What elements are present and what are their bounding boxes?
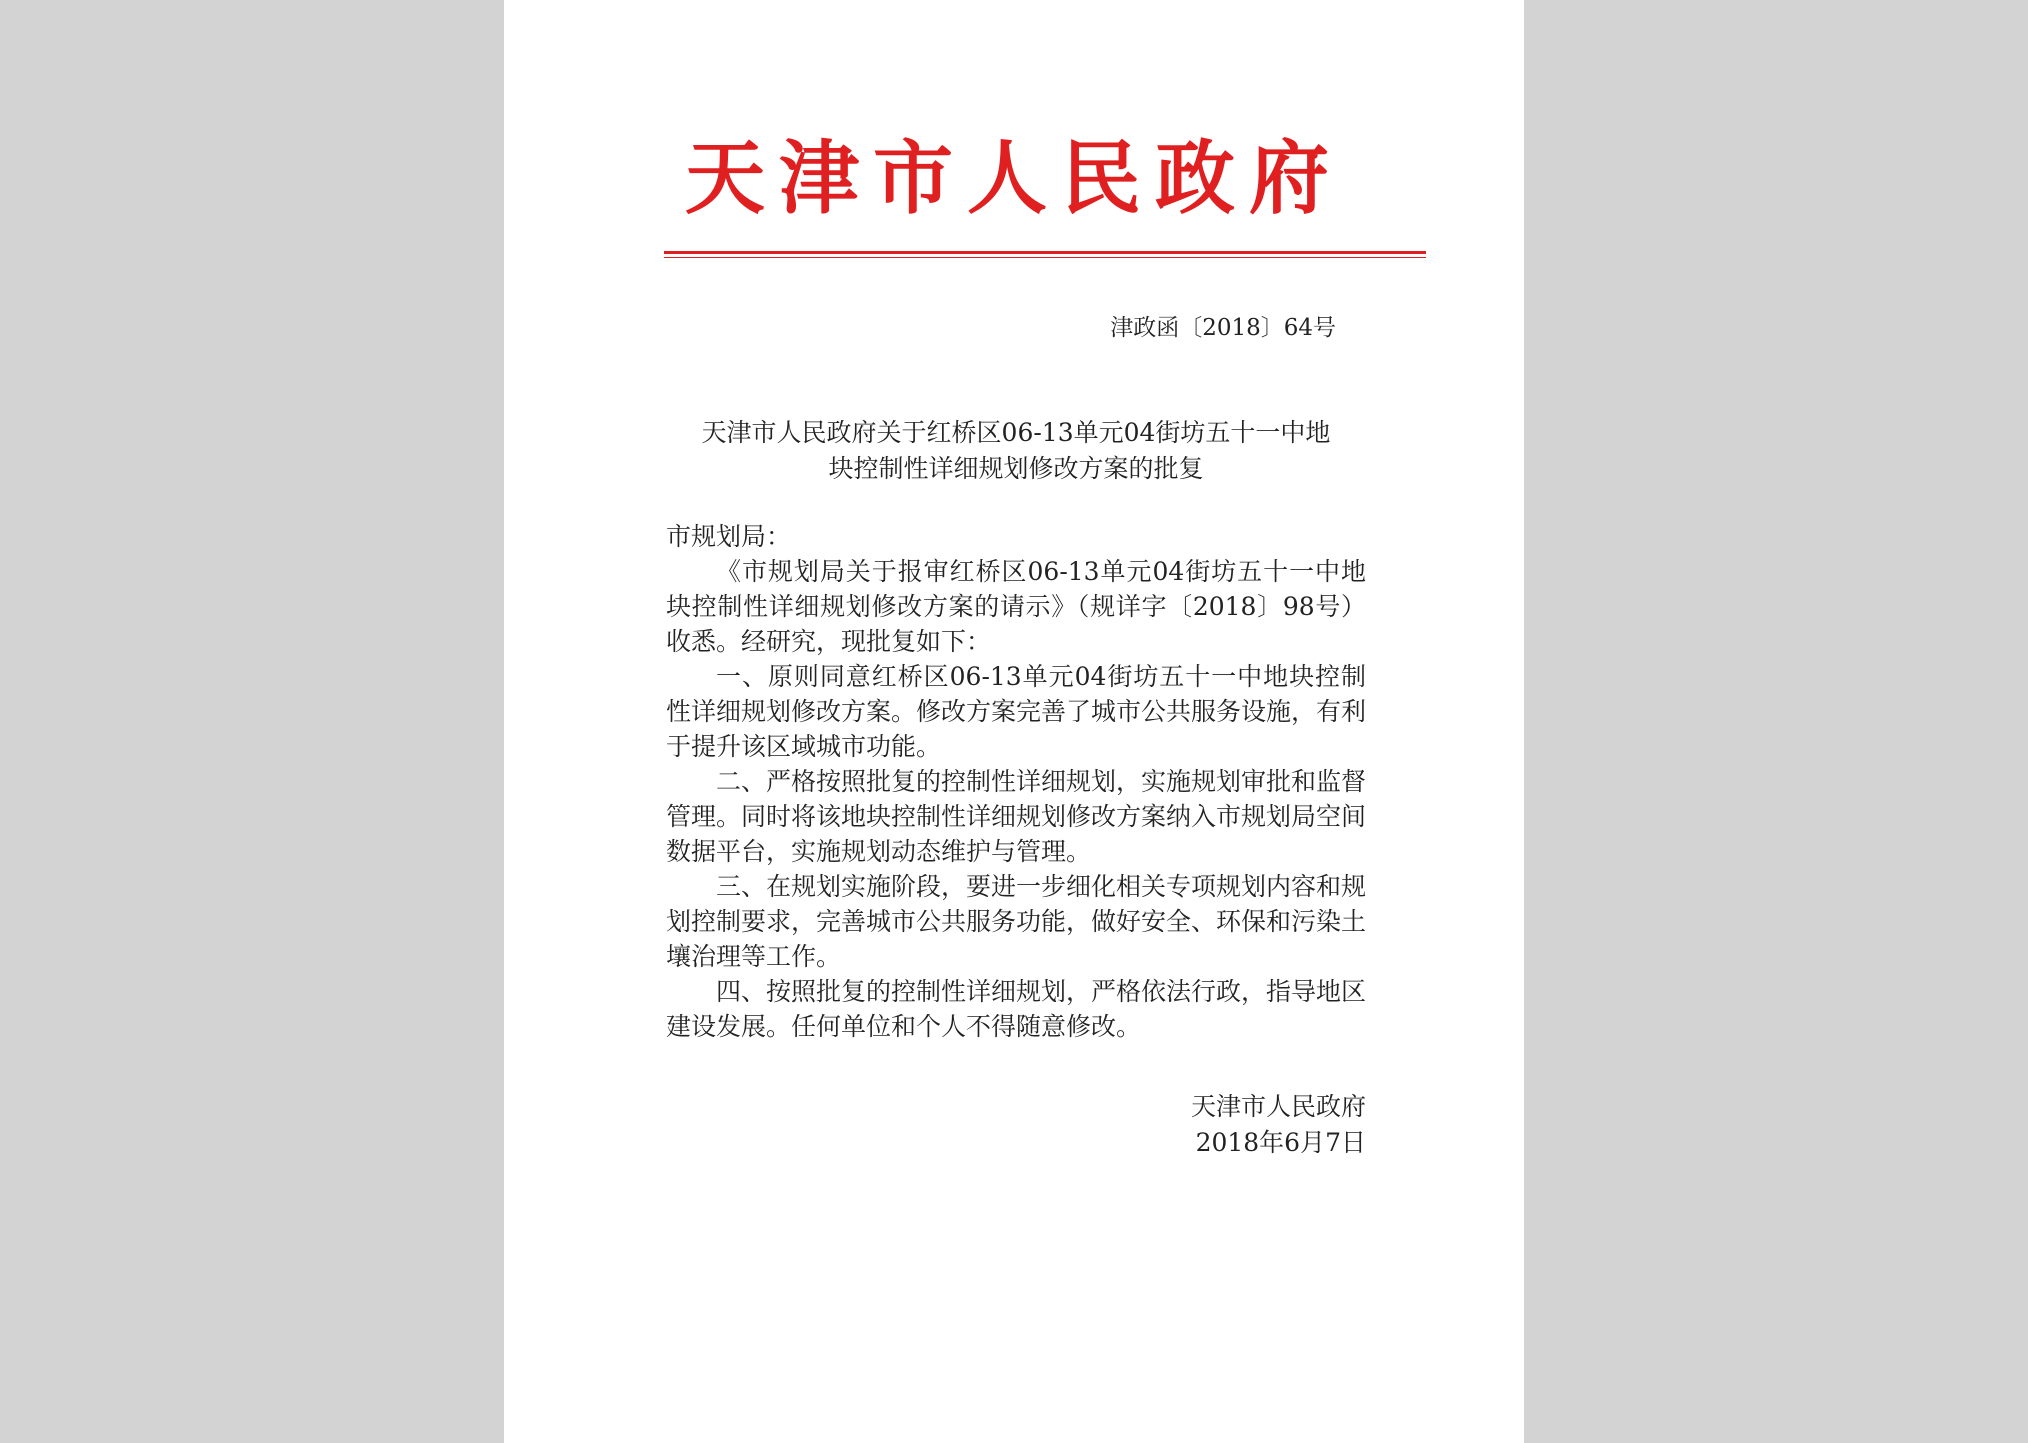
- document-title-line: 天津市人民政府关于红桥区06-13单元04街坊五十一中地: [701, 418, 1331, 447]
- addressee: 市规划局：: [666, 522, 792, 551]
- signature-block: [666, 1089, 1366, 1161]
- body-paragraph: 二、严格按照批复的控制性详细规划，实施规划审批和监督管理。同时将该地块控制性详细规划修改方案纳入市规划局空间数据平台，实施规划动态维护与管理。: [666, 767, 1367, 866]
- document-page: [504, 0, 1524, 1443]
- document-body: [666, 519, 1366, 1044]
- body-paragraph: 四、按照批复的控制性详细规划，严格依法行政，指导地区建设发展。任何单位和个人不得随意修改。: [666, 977, 1367, 1041]
- red-rule-thin: [664, 257, 1426, 258]
- document-title-line: 块控制性详细规划修改方案的批复: [828, 454, 1204, 483]
- signature-date: 2018年6月7日: [1195, 1128, 1366, 1157]
- document-number: 津政函〔2018〕64号: [1110, 315, 1336, 341]
- body-paragraph: 一、原则同意红桥区06-13单元04街坊五十一中地块控制性详细规划修改方案。修改方案完善了城市公共服务设施，有利于提升该区域城市功能。: [666, 662, 1367, 761]
- body-paragraph: 三、在规划实施阶段，要进一步细化相关专项规划内容和规划控制要求，完善城市公共服务功能，做好安全、环保和污染土壤治理等工作。: [666, 872, 1367, 971]
- signature-issuer: 天津市人民政府: [1190, 1092, 1366, 1121]
- red-rule-thick: [664, 251, 1426, 254]
- body-paragraph: 《市规划局关于报审红桥区06-13单元04街坊五十一中地块控制性详细规划修改方案的请示》（规详字〔2018〕98号）收悉。经研究，现批复如下：: [666, 557, 1366, 656]
- document-issuer-header: 天津市人民政府: [685, 131, 1343, 225]
- document-title: [666, 415, 1366, 487]
